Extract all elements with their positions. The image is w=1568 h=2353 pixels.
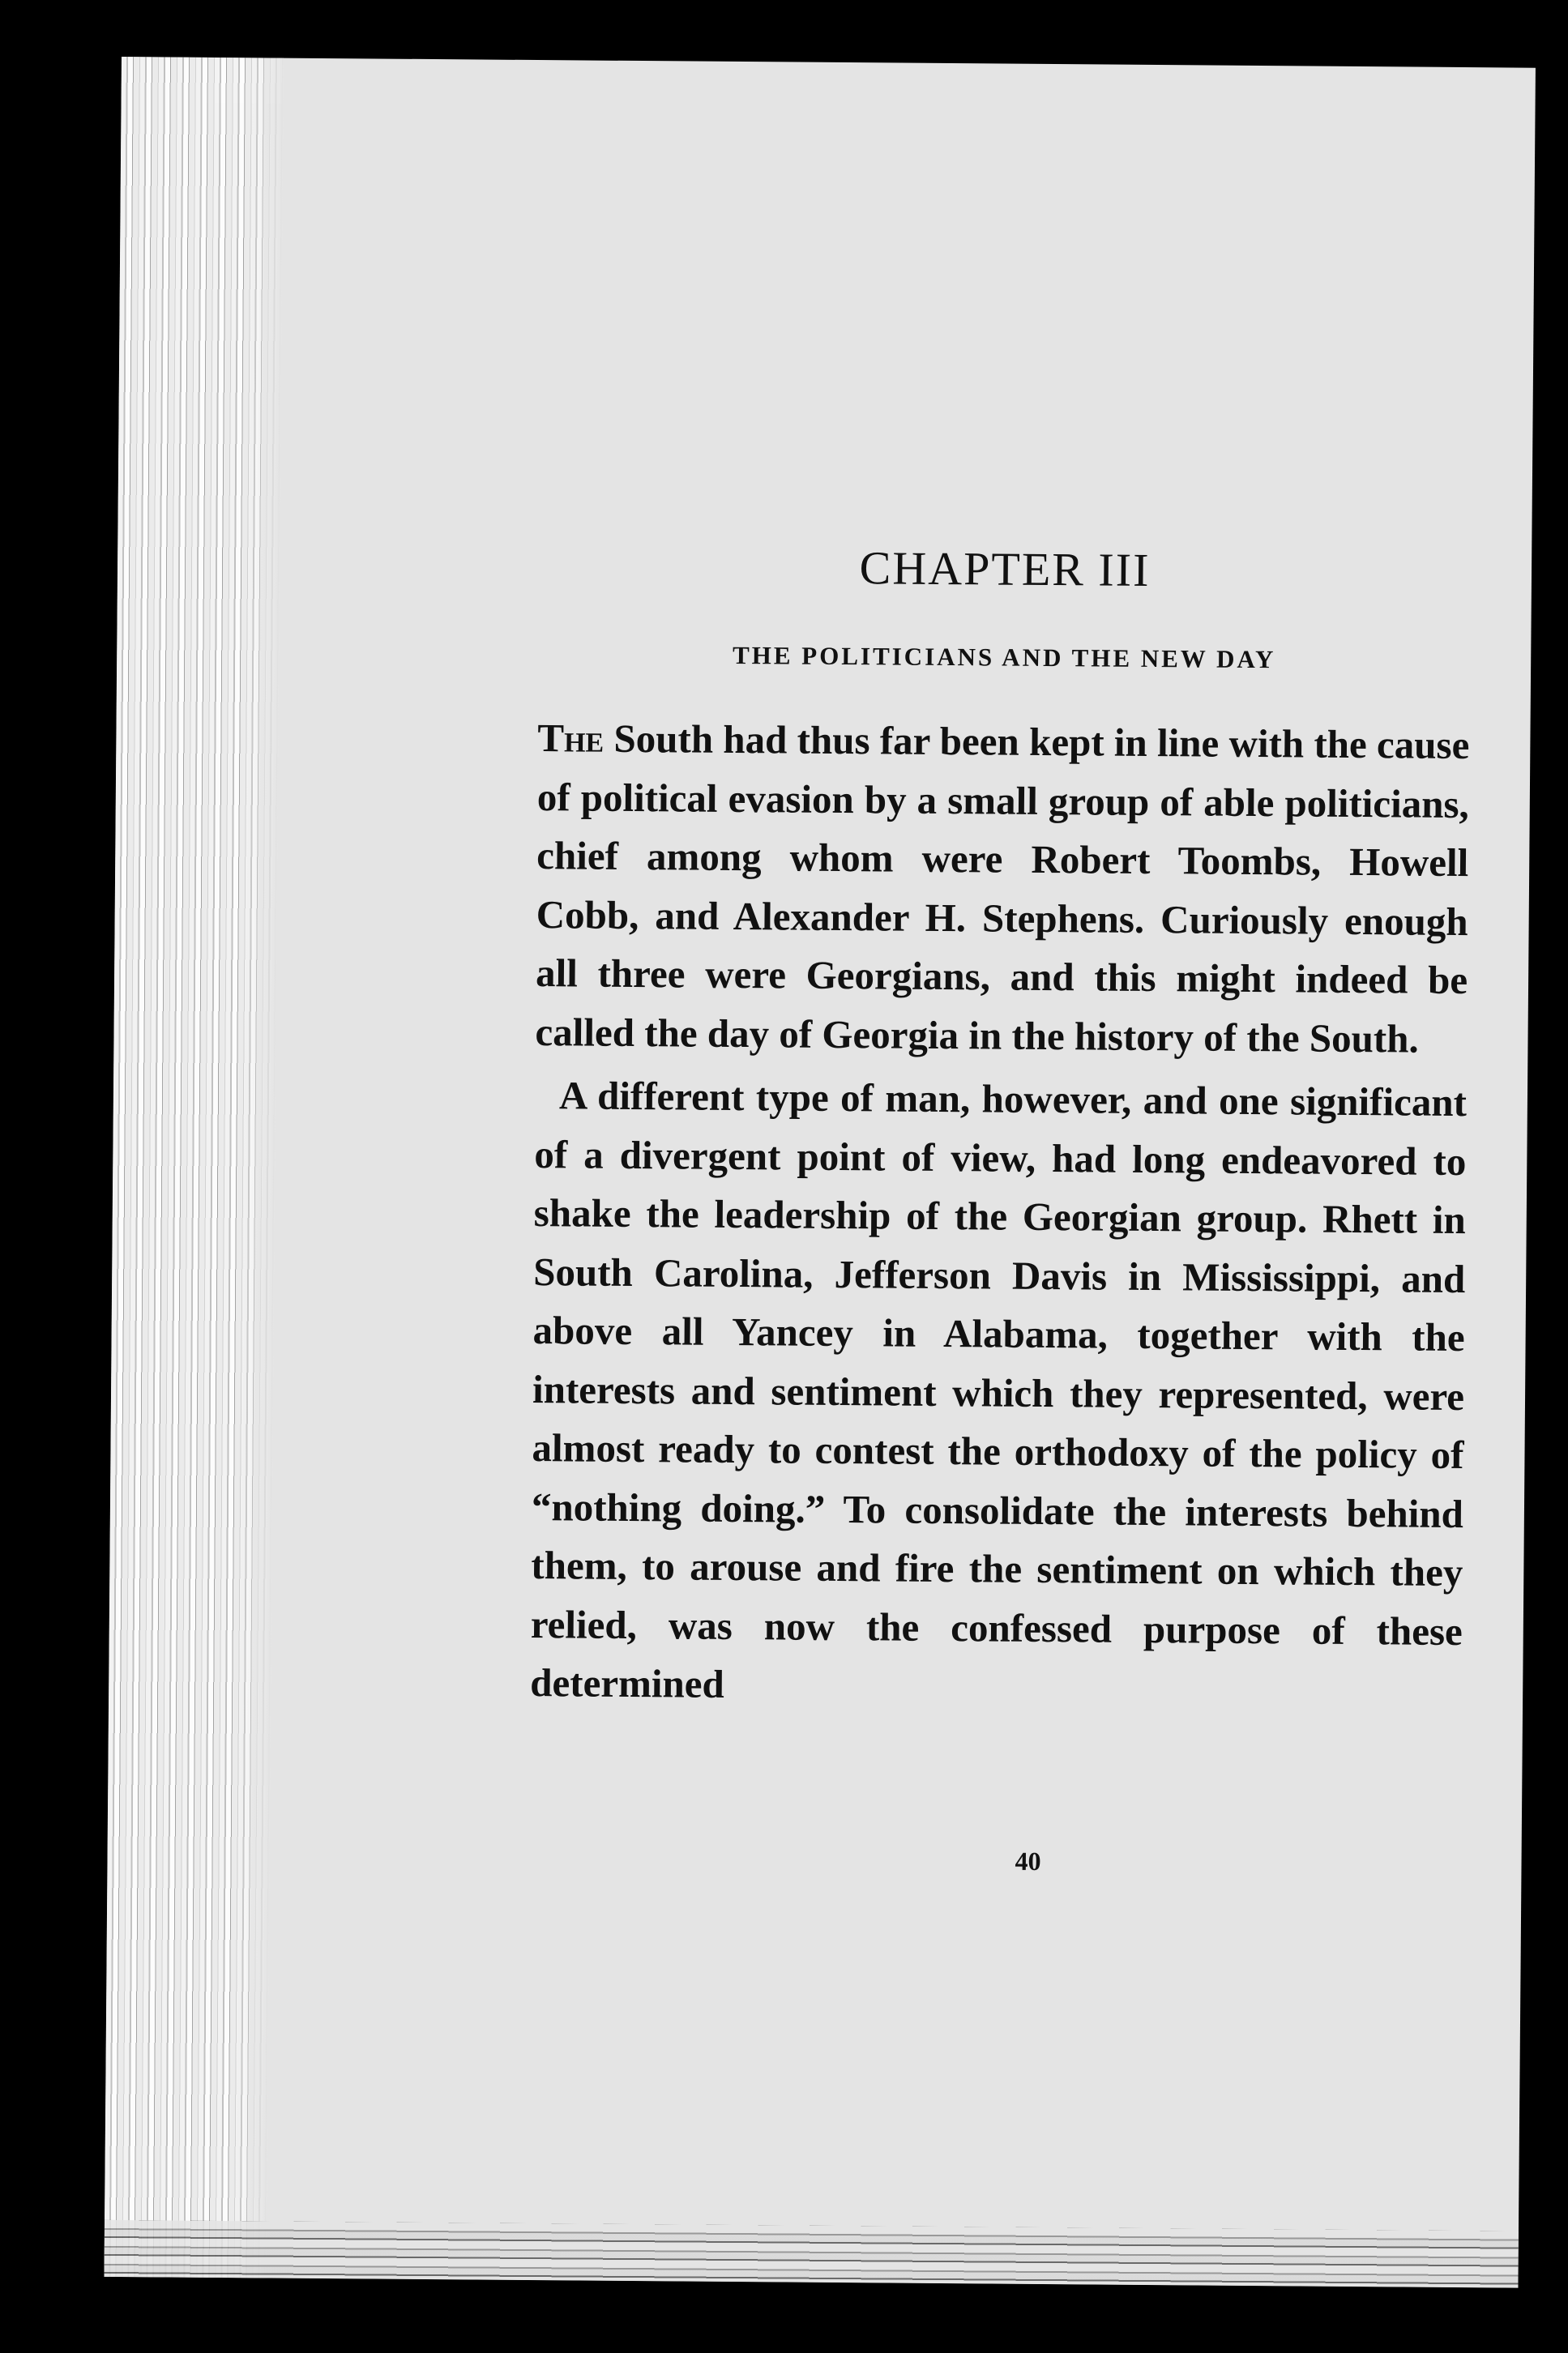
page-edges [104, 57, 284, 2278]
bottom-page-edges [104, 2220, 1518, 2288]
book-page [104, 57, 1535, 2288]
chapter-heading: CHAPTER III [859, 541, 1151, 596]
paragraph-1-text: South had thus far been kept in line with the cause of political evasion by a small group of able politicians, chief among whom were Robert Toombs, Howell Cobb, and Alexander H. Stephens. Curiously enough all three were Georgians, and this might indeed be called the day of Georgia in the history of the South. [535, 715, 1470, 1061]
paragraph-1 [535, 709, 1469, 1069]
chapter-subtitle: THE POLITICIANS AND THE NEW DAY [732, 640, 1276, 674]
paragraph-1-lead: The [537, 715, 605, 761]
text-block [530, 538, 1471, 1719]
paragraph-2: A different type of man, however, and one significant of a divergent point of view, had long endeavored to shake the leadership of the Georgian group. Rhett in South Carolina, Jefferson Davis in Mississippi, and above all Yancey in Alabama, together with the interests and sentiment which they represented, were almost ready to contest the orthodoxy of the policy of “nothing doing.” To consolidate the interests behind them, to arouse and fire the sentiment on which they relied, was now the confessed purpose of these determined [530, 1073, 1468, 1706]
page-number: 40 [1015, 1846, 1041, 1876]
